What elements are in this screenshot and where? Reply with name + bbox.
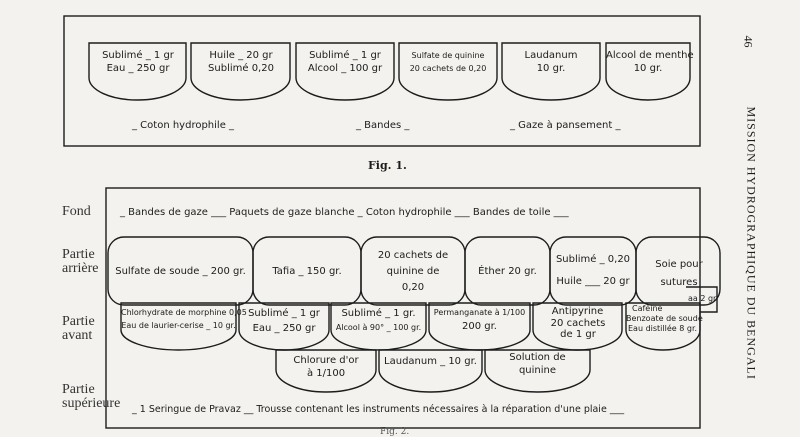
avant-text-4a: Permanganate à 1/100 bbox=[433, 308, 526, 317]
row-label-avant: Partie avant bbox=[62, 314, 95, 343]
fig1-pocket-1-line2: Eau _ 250 gr bbox=[106, 63, 170, 74]
fig1-gaze-label: _ Gaze à pansement _ bbox=[510, 120, 621, 131]
lower-text-1b: à 1/100 bbox=[306, 368, 346, 379]
fig1-pocket-6-line1: Alcool de menthe bbox=[606, 50, 694, 61]
fig1-pocket-4-line2: 20 cachets de 0,20 bbox=[409, 64, 487, 73]
fig1-pocket-1-line1: Sublimé _ 1 gr bbox=[102, 50, 174, 61]
page-number: 46 bbox=[741, 35, 756, 48]
fig1-pocket-5-line1: Laudanum bbox=[524, 50, 578, 61]
lower-text-3a: Solution de bbox=[509, 352, 566, 363]
fig1-caption: Fig. 1. bbox=[368, 159, 407, 172]
fig1-pocket-2-line1: Huile _ 20 gr bbox=[209, 50, 273, 61]
arriere-text-6: Soie pour sutures bbox=[655, 259, 703, 288]
avant-text-6c: Eau distillée 8 gr. bbox=[628, 324, 698, 333]
arriere-text-5b: Huile ___ 20 gr bbox=[556, 276, 630, 287]
lower-text-1a: Chlorure d'or bbox=[293, 355, 359, 366]
avant-text-4b: 200 gr. bbox=[462, 321, 497, 332]
fig1-pocket-2-line2: Sublimé 0,20 bbox=[208, 63, 274, 74]
lower-text-3b: quinine bbox=[518, 365, 557, 376]
avant-text-6b: Benzoate de soude bbox=[626, 314, 703, 323]
avant-text-3a: Sublimé _ 1 gr. bbox=[341, 308, 416, 319]
fig1-bandes-label: _ Bandes _ bbox=[356, 120, 410, 131]
row-label-fond: Fond bbox=[62, 204, 91, 219]
avant-text-5b: 20 cachets de 1 gr bbox=[550, 318, 606, 340]
avant-text-2a: Sublimé _ 1 gr bbox=[248, 308, 320, 319]
arriere-text-5a: Sublimé _ 0,20 bbox=[555, 254, 631, 265]
fig1-pocket-5-line2: 10 gr. bbox=[536, 63, 566, 74]
arriere-text-2: Tafia _ 150 gr. bbox=[272, 266, 342, 277]
avant-text-1a: Chlorhydrate de morphine 0,05 bbox=[121, 308, 247, 317]
running-header: MISSION HYDROGRAPHIQUE DU BENGALI bbox=[744, 106, 759, 380]
arriere-text-3: 20 cachets de quinine de 0,20 bbox=[377, 250, 449, 293]
fond-contents-line: _ Bandes de gaze ___ Paquets de gaze blanche _ Coton hydrophile ___ Bandes de toile ___ bbox=[120, 207, 569, 218]
lower-text-2: Laudanum _ 10 gr. bbox=[384, 356, 477, 367]
row-label-arriere: Partie arrière bbox=[62, 247, 99, 276]
avant-text-2b: Eau _ 250 gr bbox=[252, 323, 316, 334]
fig1-pocket-4-line1: Sulfate de quinine bbox=[411, 51, 485, 60]
row-label-superieure: Partie supérieure bbox=[62, 382, 121, 411]
fig1-cotton-label: _ Coton hydrophile _ bbox=[132, 120, 235, 131]
avant-text-6a: Caféine bbox=[632, 304, 663, 313]
fig1-pocket-3-line2: Alcool _ 100 gr bbox=[307, 63, 383, 74]
fig1-pocket-3-line1: Sublimé _ 1 gr bbox=[309, 50, 381, 61]
arriere-slot-5 bbox=[550, 237, 636, 305]
avant-text-3b: Alcool à 90° _ 100 gr. bbox=[335, 323, 422, 332]
fig1-pocket-6-line2: 10 gr. bbox=[633, 63, 663, 74]
superieure-contents-line: _ 1 Seringue de Pravaz __ Trousse contenant les instruments nécessaires à la réparation d'une plaie ___ bbox=[132, 404, 625, 415]
avant-text-1b: Eau de laurier-cerise _ 10 gr. bbox=[121, 321, 236, 330]
avant-text-5a: Antipyrine bbox=[551, 306, 604, 317]
avant-text-6-aa: aa 2 gr bbox=[688, 294, 717, 303]
arriere-text-1: Sulfate de soude _ 200 gr. bbox=[115, 266, 246, 277]
cropped-caption: Fig. 2. bbox=[380, 427, 410, 437]
arriere-text-4: Éther 20 gr. bbox=[478, 266, 537, 277]
